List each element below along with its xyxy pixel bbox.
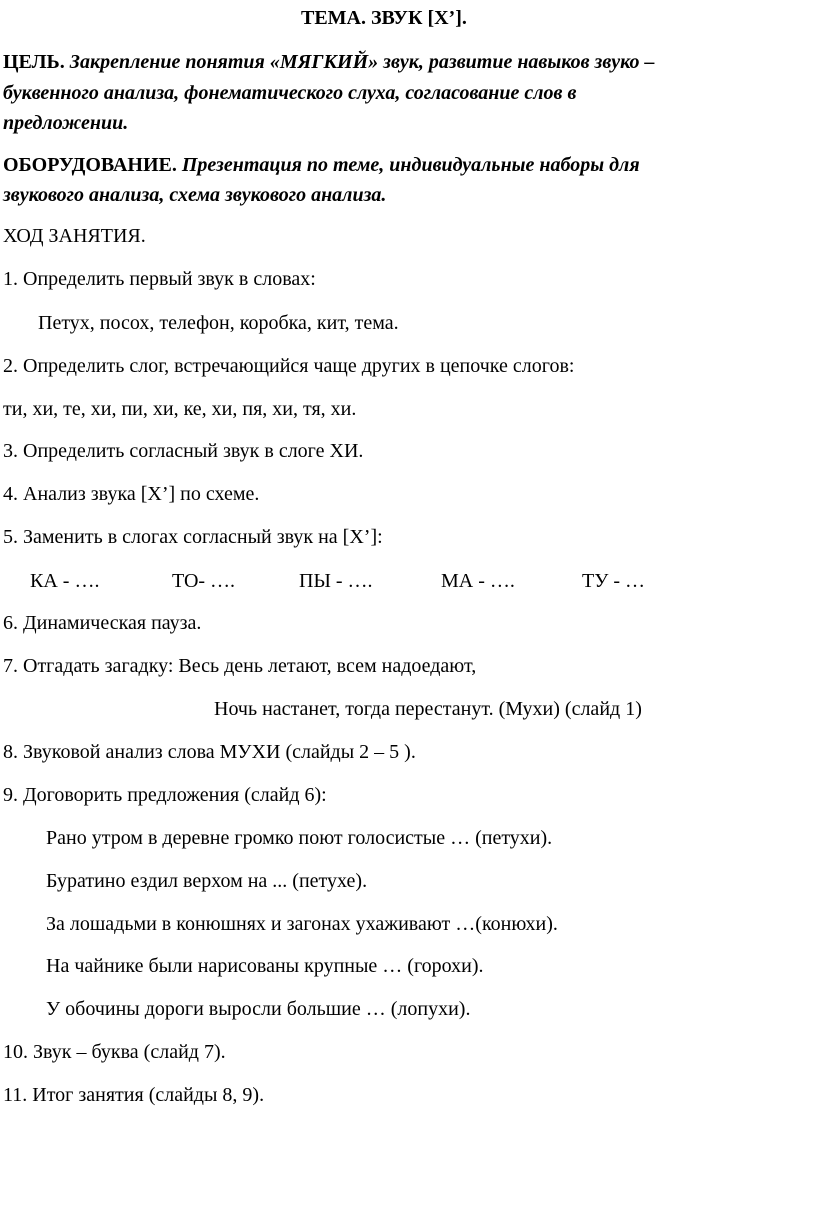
equipment-label: ОБОРУДОВАНИЕ.: [3, 154, 177, 176]
item-5-syllable: КА - ….: [30, 570, 100, 592]
item-8: 8. Звуковой анализ слова МУХИ (слайды 2 – 5 ).: [3, 741, 416, 763]
item-5-syllable: ТО- ….: [172, 570, 236, 592]
item-7: 7. Отгадать загадку: Весь день летают, всем надоедают,: [3, 655, 477, 677]
equipment-text-1: Презентация по теме, индивидуальные наборы для: [181, 154, 640, 176]
item-10: 10. Звук – буква (слайд 7).: [3, 1041, 226, 1063]
item-11: 11. Итог занятия (слайды 8, 9).: [3, 1084, 265, 1106]
goal-text-3: предложении.: [3, 112, 129, 134]
item-9-sentence: На чайнике были нарисованы крупные … (горохи).: [46, 955, 484, 977]
item-6: 6. Динамическая пауза.: [3, 612, 202, 634]
item-7-riddle-continuation: Ночь настанет, тогда перестанут. (Мухи) (слайд 1): [214, 698, 642, 720]
equipment-line-1: [3, 152, 640, 178]
item-9: 9. Договорить предложения (слайд 6):: [3, 784, 327, 806]
item-5-syllable: МА - ….: [441, 570, 515, 592]
goal-text-2: буквенного анализа, фонематического слуха, согласование слов в: [3, 82, 577, 104]
goal-line-1: [3, 49, 655, 75]
page-title: ТЕМА. ЗВУК [Х’].: [301, 7, 467, 29]
item-4: 4. Анализ звука [Х’] по схеме.: [3, 483, 260, 505]
item-9-sentence: За лошадьми в конюшнях и загонах ухаживают …(конюхи).: [46, 913, 558, 935]
item-2: 2. Определить слог, встречающийся чаще других в цепочке слогов:: [3, 355, 575, 377]
equipment-text-2: звукового анализа, схема звукового анализа.: [3, 184, 387, 206]
item-9-sentence: У обочины дороги выросли большие … (лопухи).: [46, 998, 471, 1020]
item-2-syllables: ти, хи, те, хи, пи, хи, ке, хи, пя, хи, тя, хи.: [3, 398, 357, 420]
item-9-sentence: Буратино ездил верхом на ... (петухе).: [46, 870, 368, 892]
item-1: 1. Определить первый звук в словах:: [3, 268, 316, 290]
goal-text-1: Закрепление понятия «МЯГКИЙ» звук, развитие навыков звуко –: [69, 51, 655, 73]
lesson-heading: ХОД ЗАНЯТИЯ.: [3, 225, 146, 247]
goal-label: ЦЕЛЬ.: [3, 51, 65, 73]
item-1-words: Петух, посох, телефон, коробка, кит, тема.: [38, 312, 399, 334]
item-9-sentence: Рано утром в деревне громко поют голосистые … (петухи).: [46, 827, 553, 849]
item-3: 3. Определить согласный звук в слоге ХИ.: [3, 440, 364, 462]
item-5: 5. Заменить в слогах согласный звук на [Х’]:: [3, 526, 383, 548]
item-5-syllable: ТУ - …: [582, 570, 646, 592]
item-5-syllable: ПЫ - ….: [299, 570, 373, 592]
